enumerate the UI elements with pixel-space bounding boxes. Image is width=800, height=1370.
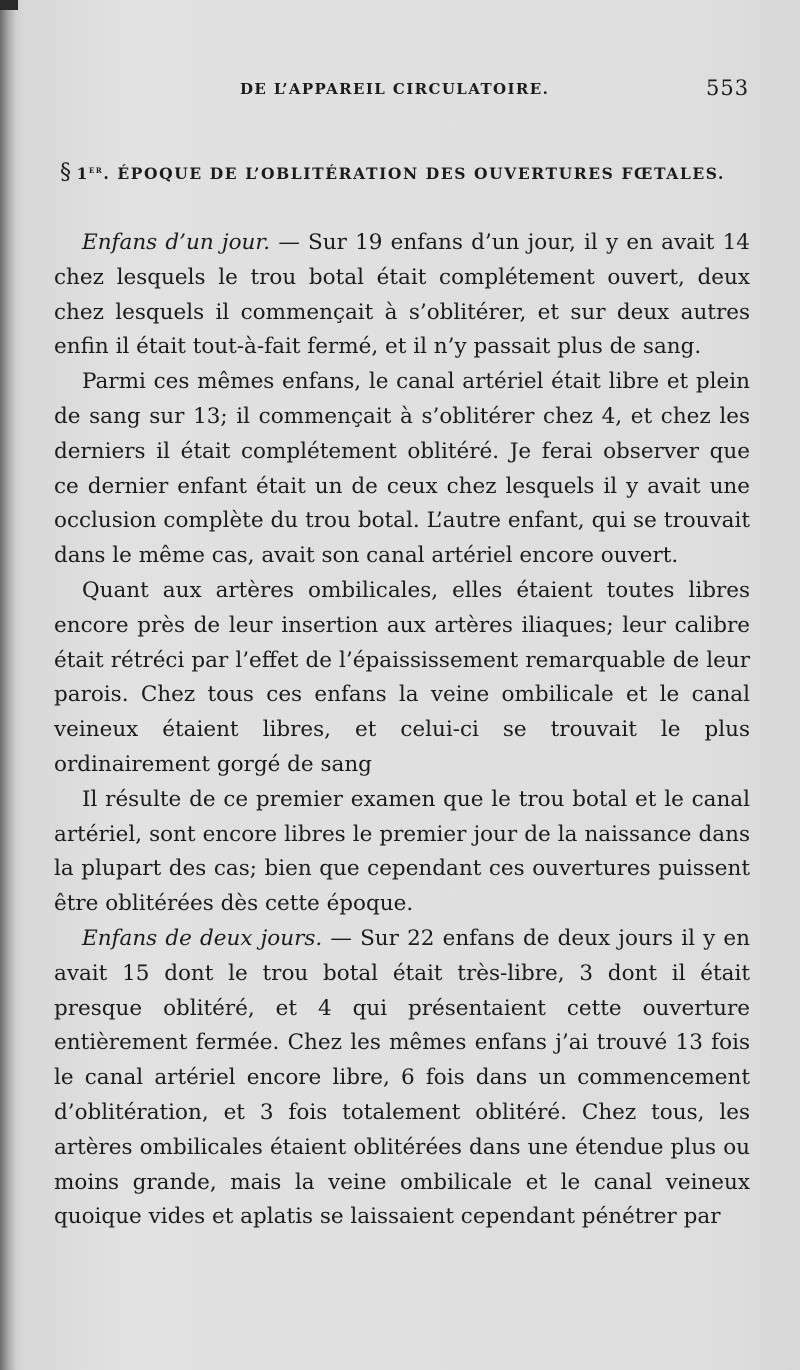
page-number: 553 (706, 76, 750, 100)
paragraph-2-text: Parmi ces mêmes enfans, le canal artériel était libre et plein de sang sur 13; il commençait à s’oblitérer chez 4, et chez les derniers il était complétement oblitéré. Je ferai observer que ce dernier enfant était un de ceux chez lesquels il y avait une occlusion complète du trou botal. L’autre enfant, qui se trouvait dans le même cas, avait son canal artériel encore ouvert. (54, 369, 750, 569)
paragraph-4 (54, 783, 750, 922)
page-binding-edge (0, 0, 16, 1370)
body-text (54, 226, 750, 1235)
paragraph-1 (54, 226, 750, 365)
paragraph-4-text: Il résulte de ce premier examen que le trou botal et le canal artériel, sont encore libres le premier jour de la naissance dans la plupart des cas; bien que cependant ces ouvertures puissent être oblitérées dès cette époque. (54, 786, 750, 917)
section-heading (60, 160, 770, 185)
paragraph-3 (54, 574, 750, 783)
paragraph-5 (54, 922, 750, 1235)
paragraph-5-text: — Sur 22 enfans de deux jours il y en avait 15 dont le trou botal était très-libre, 3 dont il était presque oblitéré, et 4 qui présentaient cette ouverture entièrement fermée. Chez les mêmes enfans j’ai trouvé 13 fois le canal artériel encore libre, 6 fois dans un commencement d’oblitération, et 3 fois totalement oblitéré. Chez tous, les artères ombilicales étaient oblitérées dans une étendue plus ou moins grande, mais la veine ombilicale et le canal veineux quoique vides et aplatis se laissaient cependant pénétrer par (54, 925, 751, 1230)
section-number-superscript: er (89, 164, 104, 176)
section-symbol: § (60, 160, 73, 185)
paragraph-1-text: — Sur 19 enfans d’un jour, il y en avait 14 chez lesquels le trou botal était complétement ouvert, deux chez lesquels il commençait à s’oblitérer, et sur deux autres enfin il était tout-à-fait fermé, et il n’y passait plus de sang. (54, 230, 750, 360)
running-header: DE L’APPAREIL CIRCULATOIRE. (240, 80, 550, 98)
paragraph-3-text: Quant aux artères ombilicales, elles étaient toutes libres encore près de leur insertion aux artères iliaques; leur calibre était rétréci par l’effet de l’épaississement remarquable de leur parois. Chez tous ces enfans la veine ombilicale et le canal veineux étaient libres, et celui-ci se trouvait le plus ordinairement gorgé de sang (54, 577, 750, 777)
paragraph-2 (54, 365, 750, 574)
section-number: 1 (76, 164, 89, 183)
paragraph-1-lead: Enfans d’un jour. (82, 230, 271, 255)
scan-corner-shadow (0, 0, 18, 10)
paragraph-5-lead: Enfans de deux jours. (82, 925, 323, 951)
section-title-text: . ÉPOQUE DE L’OBLITÉRATION DES OUVERTURES FŒTALES. (103, 164, 726, 183)
